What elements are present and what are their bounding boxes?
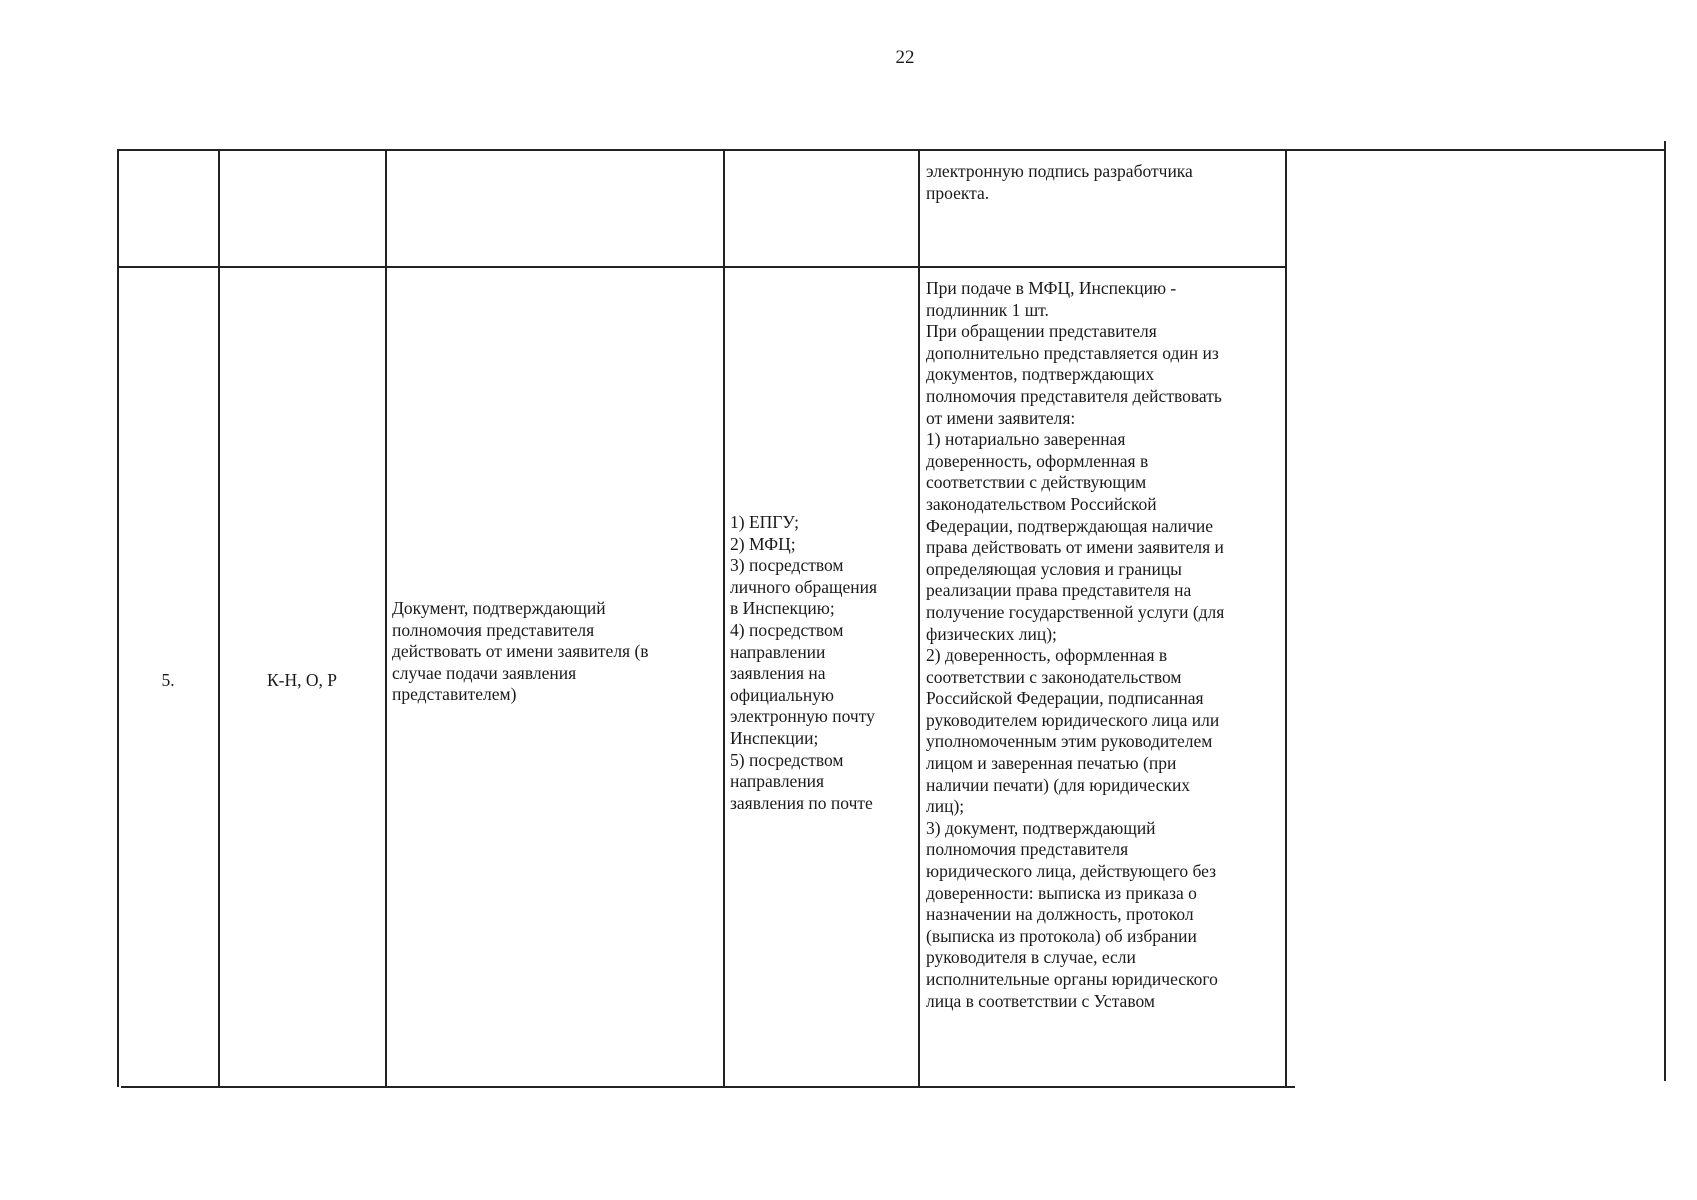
- col-border-1: [218, 149, 220, 1087]
- table-bottom-border: [121, 1086, 1295, 1088]
- col-border-3: [723, 149, 725, 1087]
- page-number: 22: [895, 47, 915, 68]
- row-requirements: При подаче в МФЦ, Инспекцию - подлинник 1 шт. При обращении представителя дополнительно представляется один из документов, подтверждающих полномочия представителя действовать от имени заявителя: 1) нотариально заверенная доверенность, оформленная в соответствии с действующим законодательством Российской Федерации, подтверждающая наличие права действовать от имени заявителя и определяющая условия и границы реализации права представителя на получение государственной услуги (для физических лиц); 2) доверенность, оформленная в соответствии с законодательством Российской Федерации, подписанная руководителем юридического лица или уполномоченным этим руководителем лицом и заверенная печатью (при наличии печати) (для юридических лиц); 3) документ, подтверждающий полномочия представителя юридического лица, действующего без доверенности: выписка из приказа о назначении на должность, протокол (выписка из протокола) об избрании руководителя в случае, если исполнительные органы юридического лица в соответствии с Уставом: [926, 278, 1225, 1011]
- col-border-2: [385, 149, 387, 1087]
- row-document: Документ, подтверждающий полномочия представителя действовать от имени заявителя (в случае подачи заявления представителем): [392, 598, 649, 705]
- row-code: К-Н, О, Р: [266, 670, 337, 690]
- col-border-0: [117, 149, 119, 1087]
- row-divider: [117, 266, 1285, 268]
- col-border-4: [918, 149, 920, 1087]
- table-row-continuation-requirements: электронную подпись разработчика проекта.: [926, 161, 1193, 203]
- col-border-5: [1285, 149, 1287, 1087]
- row-channels: 1) ЕПГУ; 2) МФЦ; 3) посредством личного обращения в Инспекцию; 4) посредством направлении заявления на официальную электронную почту Инспекции; 5) посредством направления заявления по почте: [730, 512, 878, 813]
- table-top-border: [117, 149, 1665, 151]
- row-number: 5.: [161, 670, 175, 690]
- col-border-6: [1664, 141, 1666, 1081]
